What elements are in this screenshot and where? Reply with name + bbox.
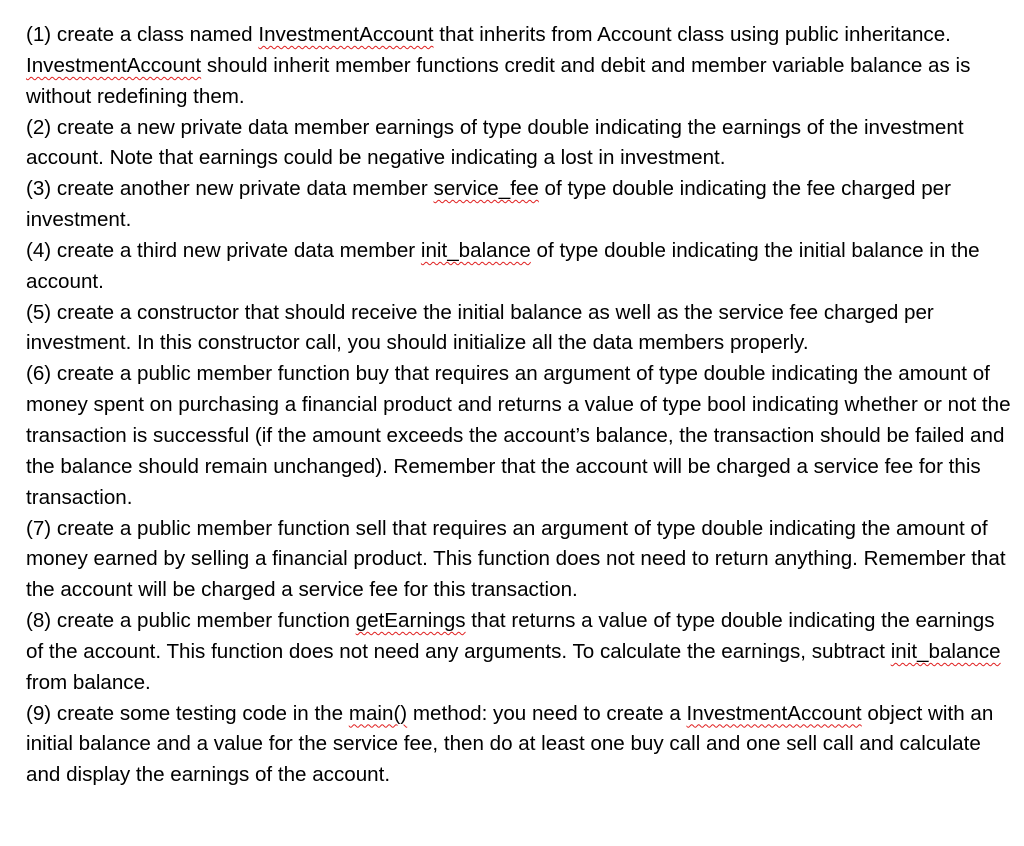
misspelled-word: service_fee: [433, 177, 539, 201]
text-run: (8) create a public member function: [26, 609, 356, 633]
text-run: of type double indicating the initial balance in the account.: [26, 238, 980, 293]
text-run: (2) create a new private data member earnings of type double indicating the earnings of the investment account. Note that earnings could be negative indicating a lost in investment.: [26, 115, 964, 170]
text-run: from balance.: [26, 670, 151, 694]
requirement-6: [26, 359, 1016, 513]
requirement-2: [26, 113, 1016, 175]
text-run: that inherits from Account class using public inheritance.: [433, 23, 951, 46]
misspelled-word: main(): [348, 701, 408, 725]
requirement-1: [26, 20, 1016, 113]
requirement-3: [26, 174, 1016, 236]
text-run: of type double indicating the fee charged per investment.: [26, 177, 951, 232]
misspelled-word: InvestmentAccount: [258, 23, 434, 46]
misspelled-word: getEarnings: [355, 609, 466, 633]
text-run: (5) create a constructor that should receive the initial balance as well as the service fee charged per investment. In this constructor call, you should initialize all the data members properly.: [26, 300, 934, 355]
requirement-9: [26, 699, 1016, 792]
text-run: that returns a value of type double indicating the earnings of the account. This function does not need any arguments. To calculate the earnings, subtract: [26, 609, 995, 663]
text-run: method: you need to create a: [407, 701, 687, 725]
misspelled-word: init_balance: [890, 639, 1001, 663]
text-run: (6) create a public member function buy that requires an argument of type double indicating the amount of money spent on purchasing a financial product and returns a value of type bool indicating whether or not the transaction is successful (if the amount exceeds the account’s balance, the transaction should be failed and the balance should remain unchanged). Remember that the account will be charged a service fee for this transaction.: [26, 362, 1011, 509]
requirement-5: [26, 298, 1016, 360]
text-run: (9) create some testing code in the: [26, 701, 349, 725]
text-run: should inherit member functions credit and debit and member variable balance as is without redefining them.: [26, 53, 971, 108]
requirement-7: [26, 514, 1016, 607]
misspelled-word: InvestmentAccount: [26, 53, 202, 77]
text-run: (1) create a class named: [26, 23, 259, 46]
text-run: (7) create a public member function sell that requires an argument of type double indicating the amount of money earned by selling a financial product. This function does not need to return anything. Remember that the account will be charged a service fee for this transaction.: [26, 516, 1006, 602]
document-body: [26, 20, 1016, 791]
misspelled-word: init_balance: [420, 238, 531, 262]
text-run: object with an initial balance and a value for the service fee, then do at least one buy call and one sell call and calculate and display the earnings of the account.: [26, 701, 994, 787]
text-run: (3) create another new private data member: [26, 177, 434, 201]
misspelled-word: InvestmentAccount: [686, 701, 862, 725]
requirement-4: [26, 236, 1016, 298]
text-run: (4) create a third new private data member: [26, 238, 421, 262]
requirement-8: [26, 606, 1016, 699]
